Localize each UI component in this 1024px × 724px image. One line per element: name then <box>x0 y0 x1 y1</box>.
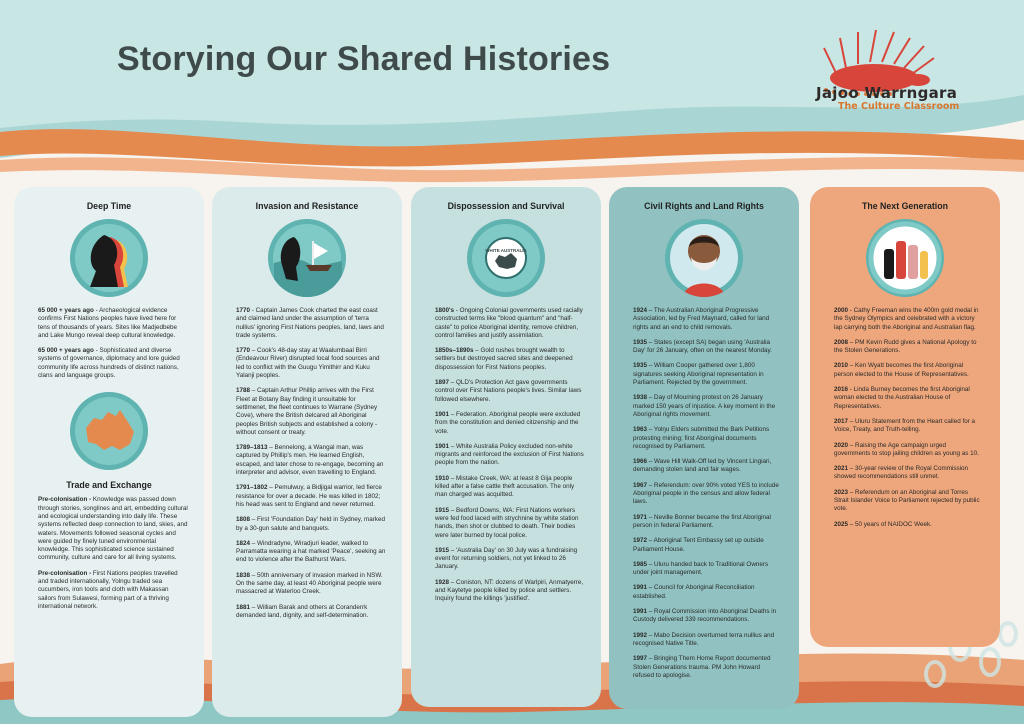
column-the-next-generation <box>810 187 1000 647</box>
timeline-entry: 1963 – Yolŋu Elders submitted the Bark Petitions protesting mining; first Aboriginal documents recognised by Parliament. <box>633 426 770 450</box>
column-civil-rights-and-land-rights <box>609 187 799 709</box>
timeline-entry: 1991 – Royal Commission into Aboriginal Deaths in Custody delivered 339 recommendations. <box>633 608 777 624</box>
column-subheading: Trade and Exchange <box>66 480 152 491</box>
timeline-entry: Pre-colonisation - Knowledge was passed down through stories, songlines and art, embedding cultural and ecological understanding into daily life. These systems reflected deep connection to land, skies, and waters. Movements followed seasonal cycles and were guided by finely tuned environmental knowledge. This sophisticated science sustained community, culture and care for all living systems. <box>38 496 188 562</box>
timeline-entry: 1824 – Windradyne, Wiradjuri leader, walked to Parramatta wearing a hat marked 'Peace', seeking an end to violence after the Bathurst Wars. <box>236 539 386 564</box>
column-invasion-and-resistance <box>212 187 402 717</box>
timeline-entry: 1991 – Council for Aboriginal Reconciliation established. <box>633 584 755 600</box>
timeline-entry: 1997 – Bringing Them Home Report documented Stolen Generations trauma. PM John Howard refused to apologise. <box>633 655 771 679</box>
logo-name: Jajoo Warrngara <box>816 84 958 102</box>
badge-text: WHITE AUSTRALIA <box>485 248 527 253</box>
timeline-entry: 1788 – Captain Arthur Phillip arrives with the First Fleet at Botany Bay finding it unsuitable for settlmenet, the fleet continues to Warrane (Sydney Cove), where the British delcared all Aboriginal peoples British subjects and established a colony - without consent or treaty. <box>236 387 378 436</box>
timeline-entry: 1966 – Wave Hill Walk-Off led by Vincent Lingiari, demanding stolen land and fair wages. <box>633 458 772 474</box>
timeline-entry: 2023 – Referendum on an Aboriginal and Torres Strait Islander Voice to Parliament rejected by public vote. <box>834 488 980 513</box>
timeline-entry: 2021 – 30-year review of the Royal Commission showed recommendations still unmet. <box>834 465 969 481</box>
timeline-entry: 2020 – Raising the Age campaign urged governments to stop jailing children as young as 10. <box>834 441 979 457</box>
timeline-entry: 1770 – Cook's 48-day stay at Waalumbaal Birri (Endeavour River) disrupted local food sources and led to conflict with the Guugu Yimithirr and Kuku Yalanji peoples. <box>236 347 380 380</box>
timeline-entry: 1915 – 'Australia Day' on 30 July was a fundraising event for returning soldiers, not yet linked to 26 January. <box>435 546 578 571</box>
column-deep-time <box>14 187 204 717</box>
timeline-entry: 1992 – Mabo Decision overturned terra nullius and recognised Native Title. <box>633 631 775 647</box>
timeline-entry: 1770 - Captain James Cook charted the east coast and claimed land under the assumption of 'terra nullius' ignoring First Nations peoples, land, laws and trade systems. <box>236 307 384 339</box>
timeline-entry: 1967 – Referendum: over 90% voted YES to include Aboriginal people in the census and allow federal laws. <box>633 481 779 506</box>
ship-and-face-icon <box>268 219 346 297</box>
timeline-entry: 1971 – Neville Bonner became the first Aboriginal person in federal Parliament. <box>633 513 771 529</box>
column-heading: The Next Generation <box>861 201 949 211</box>
timeline-entry: 1901 – White Australia Policy excluded non-white migrants and reinforced the exclusion of First Nations people from the nation. <box>435 442 584 467</box>
timeline-entry: 1901 – Federation. Aboriginal people were excluded from the constitution and denied citizenship and the vote. <box>435 410 581 435</box>
column-heading: Deep Time <box>86 201 132 211</box>
timeline-entry: 1972 – Aboriginal Tent Embassy set up outside Parliament House. <box>633 537 764 553</box>
timeline-entry: 1897 – QLD's Protection Act gave governments control over First Nations people's lives. Similar laws followed elsewhere. <box>435 379 582 403</box>
timeline-entry: 1924 – The Australian Aboriginal Progressive Association, led by Fred Maynard, called for land rights and an end to child removals. <box>633 307 770 331</box>
timeline-entry: 1800's - Ongoing Colonial governments used racially constructed terms like "blood quantum" and "half-caste" to police Aboriginal identity, remove children, control families and justify assimilation. <box>435 307 583 339</box>
column-dispossession-and-survival <box>411 187 601 707</box>
column-heading: Dispossession and Survival <box>447 201 565 211</box>
timeline-entry: 1850s–1890s – Gold rushes brought wealth to settlers but destroyed sacred sites and deepened dispossession for First Nations peoples. <box>435 347 573 371</box>
column-heading: Civil Rights and Land Rights <box>644 201 764 211</box>
timeline-entry: 1789–1813 – Bennelong, a Wangal man, was captured by Phillip's men. He learned English, escaped, and later chose to re-engage, becoming an interpreter and advisor, even travelling to England. <box>236 444 384 477</box>
timeline-entry: 1935 – William Cooper gathered over 1,800 signatures seeking Aboriginal representation in Parliament. Rejected by the government. <box>633 362 764 387</box>
timeline-entry: 65 000 + years ago - Archaeological evidence confirms First Nations peoples have lived here for tens of thousands of years. Sites like Madjedbebe and Lake Mungo reveal deep cultural knowledge. <box>38 307 177 339</box>
timeline-entry: 1928 – Coniston, NT: dozens of Warlpiri, Anmatyerre, and Kaytetye people killed by police and settlers. Inquiry found the killings 'justified'. <box>435 578 584 603</box>
timeline-entry: 1938 – Day of Mourning protest on 26 January marked 150 years of injustice. A key moment in the Aboriginal rights movement. <box>633 394 776 418</box>
column-heading: Invasion and Resistance <box>255 201 359 211</box>
silhouette-faces-icon <box>70 219 148 297</box>
timeline-entry: 2017 – Uluru Statement from the Heart called for a Voice, Treaty, and Truth-telling. <box>834 417 976 434</box>
timeline-entry: 1910 – Mistake Creek, WA: at least 8 Gija people killed after a false cattle theft accusation. The only man charged was acquitted. <box>435 474 575 499</box>
timeline-entry: 1838 – 50th anniversary of invasion marked in NSW. On the same day, at least 40 Aboriginal people were massacred at Waterloo Creek. <box>236 571 383 596</box>
white-australia-badge-icon <box>467 219 545 297</box>
timeline-entry: 1915 – Bedford Downs, WA: First Nations workers were fed food laced with strychnine by white station hands, then shot or clubbed to death. Their bodies were later burned by local police. <box>435 506 579 539</box>
timeline-entry: 1791–1802 – Pemulwuy, a Bidjigal warrior, led fierce resistance for over a decade. He was killed in 1802; his head was sent to England and never returned. <box>236 484 382 508</box>
timeline-entry: 65 000 + years ago - Sophisticated and diverse systems of governance, diplomacy and lore guided community life across hundreds of distinct nations, clans and language groups. <box>38 347 180 380</box>
elder-portrait-icon <box>665 219 743 297</box>
timeline-entry: 1808 – First 'Foundation Day' held in Sydney, marked by a 30-gun salute and banquets. <box>236 516 385 532</box>
australia-map-icon <box>70 392 148 470</box>
timeline-entry: 2025 – 50 years of NAIDOC Week. <box>834 520 932 528</box>
page-title: Storying Our Shared Histories <box>117 40 611 78</box>
logo-tagline: The Culture Classroom <box>838 101 960 112</box>
timeline-entry: 1881 – William Barak and others at Coranderrk demanded land, dignity, and self-determination. <box>236 603 369 619</box>
timeline-entry: 1985 – Uluru handed back to Traditional Owners under joint management. <box>633 560 769 577</box>
timeline-entry: 2016 - Linda Burney becomes the first Aboriginal woman elected to the Australian House of Representatives. <box>834 386 970 410</box>
timeline-entry: 1935 – States (except SA) began using 'Australia Day' for 26 January, often on the nearest Monday. <box>633 338 772 355</box>
timeline-entry: 2010 – Ken Wyatt becomes the first Aboriginal person elected to the House of Representatives. <box>834 362 969 378</box>
timeline-entry: 2008 – PM Kevin Rudd gives a National Apology to the Stolen Generations. <box>834 338 977 355</box>
timeline-entry: Pre-colonisation - First Nations peoples travelled and traded internationally, Yolngu traded sea cucumbers, iron tools and cloth with Makassan sailors from Sulawesi, forming part of a thriving international network. <box>38 569 178 610</box>
raised-fists-icon <box>866 219 944 297</box>
timeline-entry: 2000 - Cathy Freeman wins the 400m gold medal in the Sydney Olympics and celebrated with a victory lap carrying both the Aboriginal and Australian flag. <box>834 307 979 331</box>
